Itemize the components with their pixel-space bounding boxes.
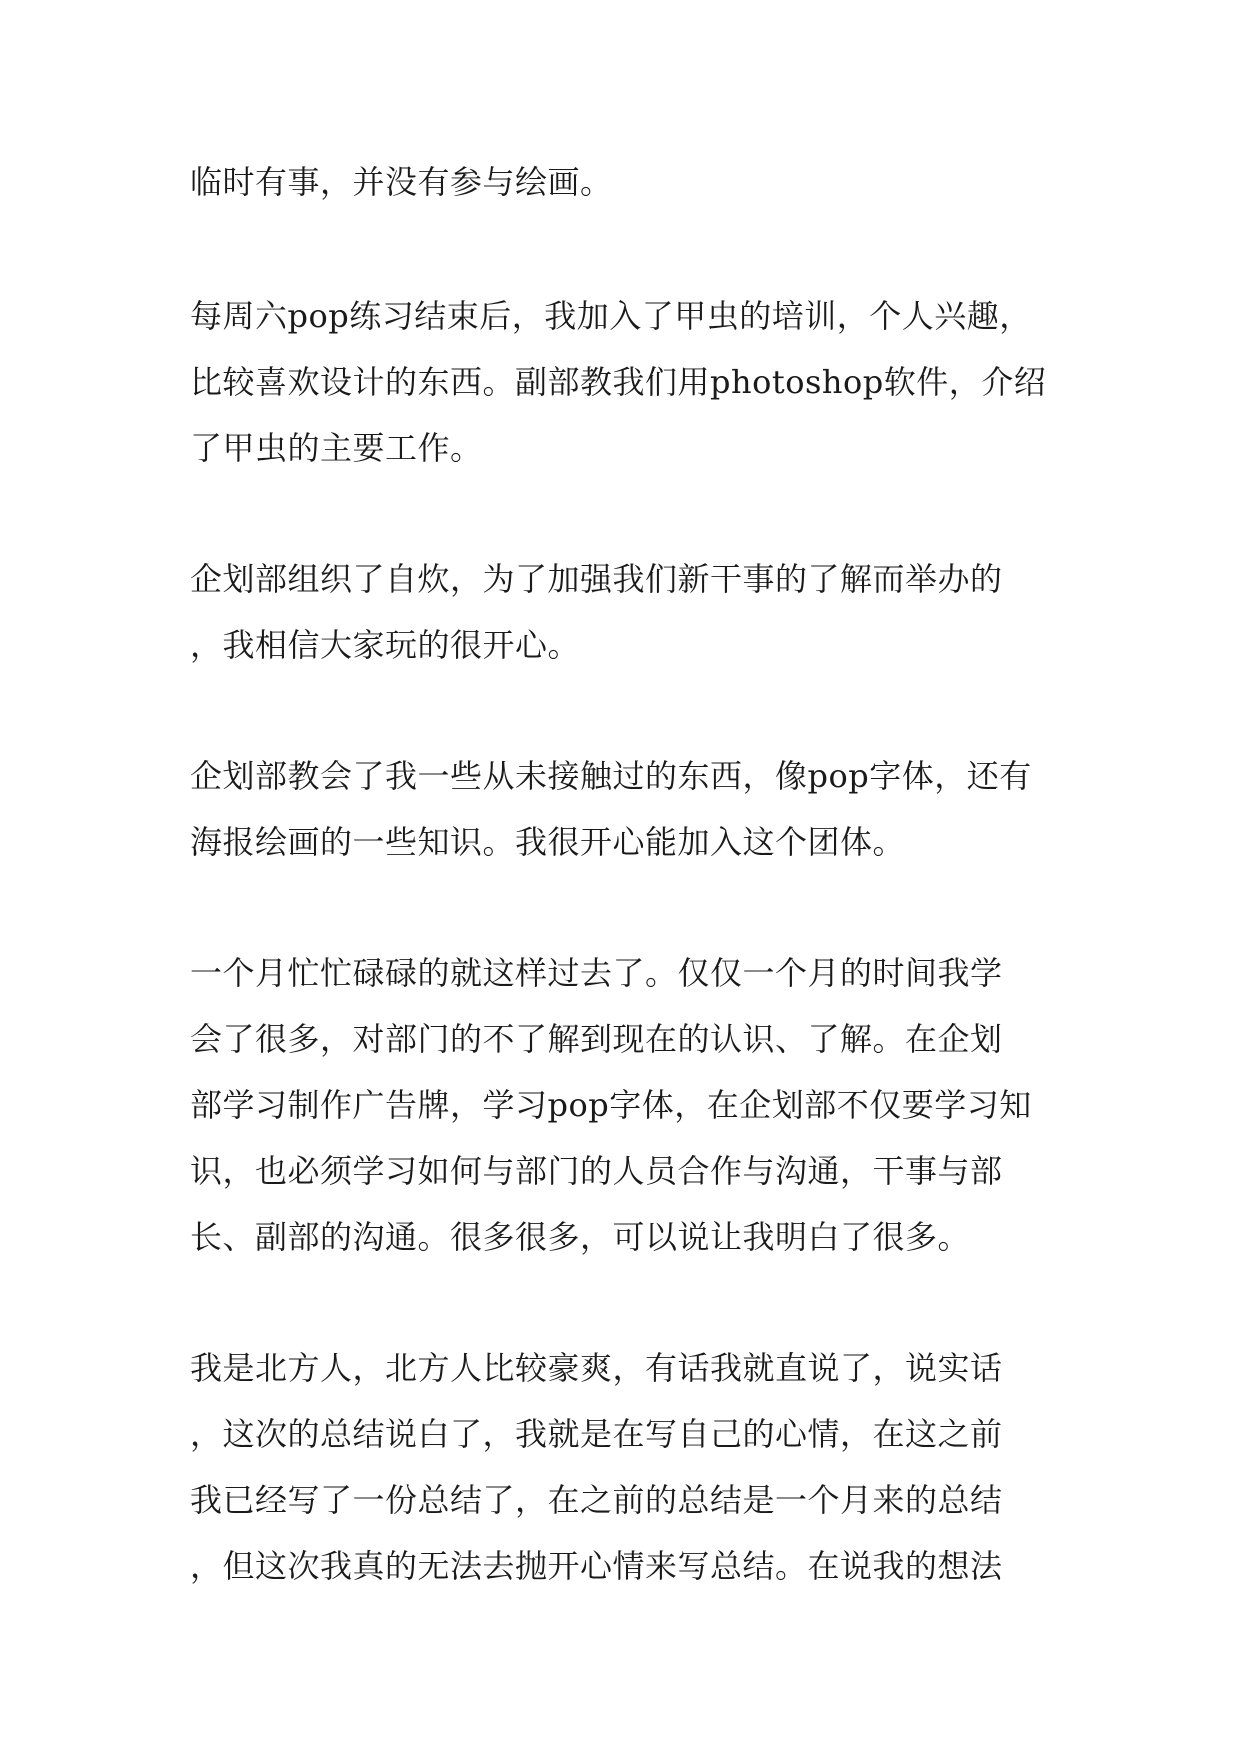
paragraph-5-line-5: 长、副部的沟通。很多很多，可以说让我明白了很多。 [190, 1218, 971, 1256]
paragraph-5-line-2: 会了很多，对部门的不了解到现在的认识、了解。在企划 [190, 1020, 1003, 1058]
paragraph-6-line-3: 我已经写了一份总结了，在之前的总结是一个月来的总结 [190, 1481, 1003, 1519]
paragraph-2-line-3: 了甲虫的主要工作。 [190, 429, 483, 467]
paragraph-2-line-2: 比较喜欢设计的东西。副部教我们用photoshop软件，介绍 [190, 363, 1047, 401]
paragraph-6-line-4: ，但这次我真的无法去抛开心情来写总结。在说我的想法 [190, 1547, 1003, 1585]
paragraph-5-line-1: 一个月忙忙碌碌的就这样过去了。仅仅一个月的时间我学 [190, 954, 1003, 992]
paragraph-3-line-1: 企划部组织了自炊，为了加强我们新干事的了解而举办的 [190, 560, 1003, 598]
paragraph-5-line-3: 部学习制作广告牌，学习pop字体，在企划部不仅要学习知 [190, 1086, 1032, 1124]
paragraph-4-line-2: 海报绘画的一些知识。我很开心能加入这个团体。 [190, 823, 906, 861]
paragraph-2-line-1: 每周六pop练习结束后，我加入了甲虫的培训，个人兴趣， [190, 297, 1032, 335]
paragraph-6-line-1: 我是北方人，北方人比较豪爽，有话我就直说了，说实话 [190, 1349, 1003, 1387]
paragraph-1-line-1: 临时有事，并没有参与绘画。 [190, 163, 613, 201]
paragraph-3-line-2: ，我相信大家玩的很开心。 [190, 626, 581, 664]
paragraph-5-line-4: 识，也必须学习如何与部门的人员合作与沟通，干事与部 [190, 1152, 1003, 1190]
paragraph-4-line-1: 企划部教会了我一些从未接触过的东西，像pop字体，还有 [190, 757, 1032, 795]
paragraph-6-line-2: ，这次的总结说白了，我就是在写自己的心情，在这之前 [190, 1415, 1003, 1453]
